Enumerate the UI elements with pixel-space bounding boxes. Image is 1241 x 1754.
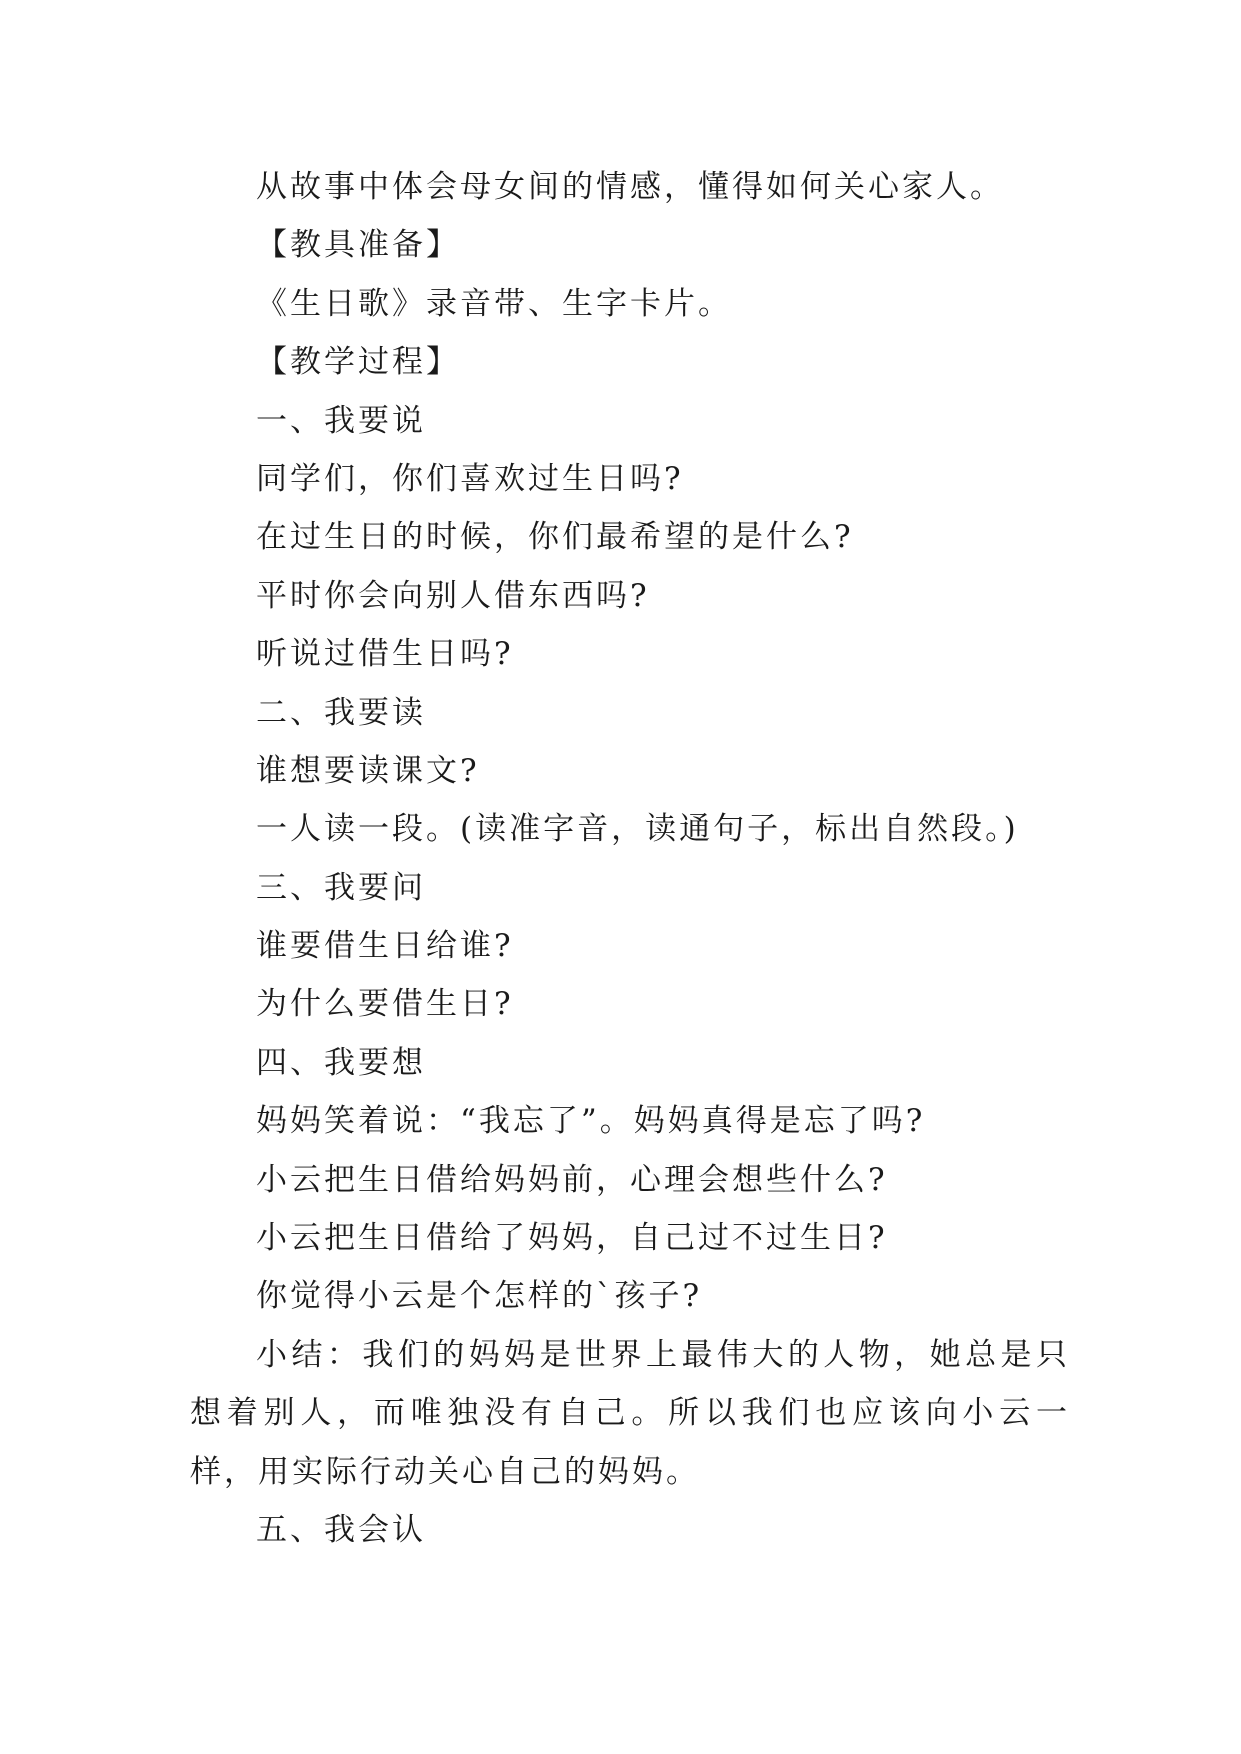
step-heading-3: 三、我要问 (256, 869, 426, 906)
question-line: 小云把生日借给了妈妈，自己过不过生日? (256, 1220, 888, 1257)
step-heading-4: 四、我要想 (256, 1044, 426, 1081)
question-line: 平时你会向别人借东西吗? (256, 577, 650, 614)
section-heading-teaching-process: 【教学过程】 (256, 344, 460, 381)
question-line: 听说过借生日吗? (256, 636, 514, 673)
step-heading-2: 二、我要读 (256, 694, 426, 731)
step-heading-5: 五、我会认 (256, 1512, 426, 1549)
question-line: 你觉得小云是个怎样的`孩子? (256, 1278, 703, 1315)
question-line: 同学们，你们喜欢过生日吗? (256, 460, 684, 497)
question-line: 在过生日的时候，你们最希望的是什么? (256, 519, 854, 556)
question-line: 妈妈笑着说：“我忘了”。妈妈真得是忘了吗? (256, 1103, 926, 1140)
teaching-aids-line: 《生日歌》录音带、生字卡片。 (256, 285, 732, 322)
question-line: 谁想要读课文? (256, 752, 480, 789)
instruction-line: 一人读一段。(读准字音，读通句子，标出自然段。) (256, 811, 1019, 848)
question-line: 为什么要借生日? (256, 986, 514, 1023)
document-body (190, 158, 1070, 1559)
goal-line: 从故事中体会母女间的情感，懂得如何关心家人。 (256, 169, 1004, 205)
question-line: 谁要借生日给谁? (256, 928, 514, 965)
section-heading-teaching-aids: 【教具准备】 (256, 227, 460, 264)
step-heading-1: 一、我要说 (256, 402, 426, 439)
question-line: 小云把生日借给妈妈前，心理会想些什么? (256, 1161, 888, 1198)
summary-paragraph: 小结：我们的妈妈是世界上最伟大的人物，她总是只想着别人，而唯独没有自己。所以我们也应该向小云一样，用实际行动关心自己的妈妈。 (190, 1336, 1070, 1490)
